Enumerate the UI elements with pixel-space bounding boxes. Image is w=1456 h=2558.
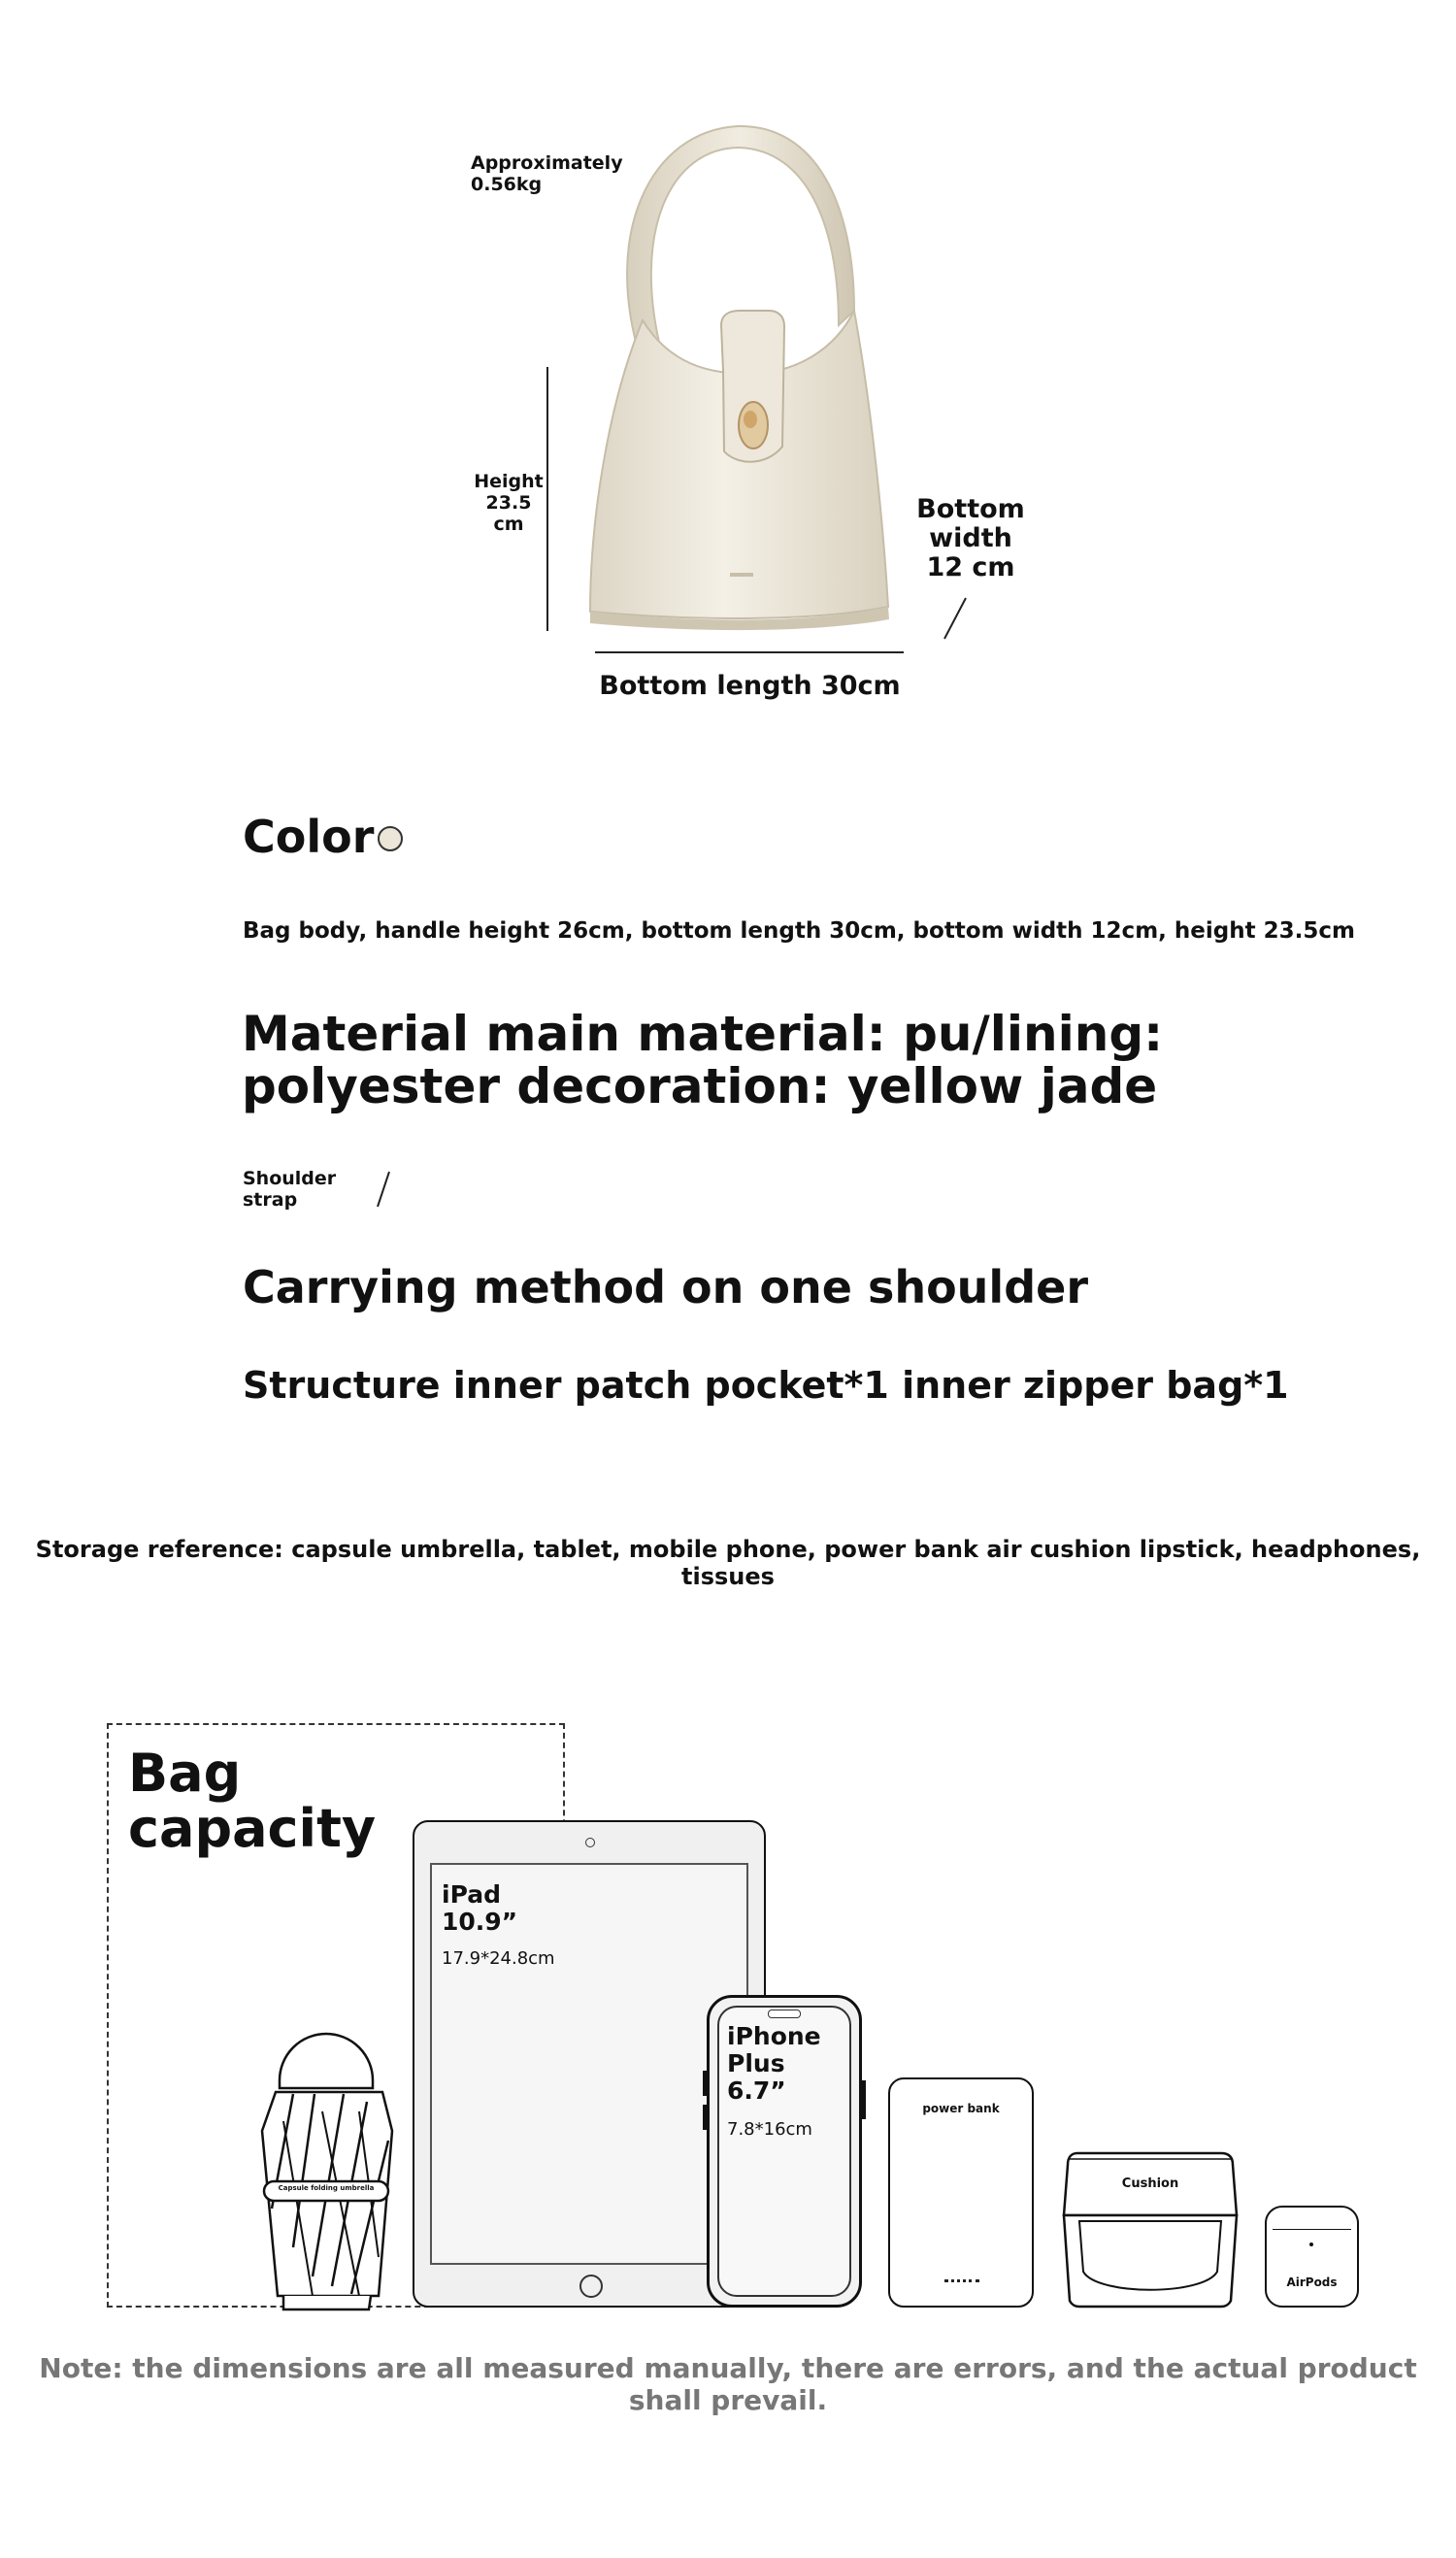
weight-label: Approximately 0.56kg [471, 152, 623, 195]
iphone-name-line-3: 6.7” [727, 2076, 786, 2105]
cushion-icon [1058, 2145, 1242, 2310]
measurement-note: Note: the dimensions are all measured manually, there are errors, and the actual product shall prevail. [39, 2352, 1417, 2416]
height-line [546, 367, 548, 631]
umbrella-label: Capsule folding umbrella [278, 2184, 375, 2192]
shoulder-strap-line [374, 1170, 393, 1209]
length-line [595, 651, 904, 653]
carrying-method: Carrying method on one shoulder [243, 1261, 1089, 1313]
airpods-label: AirPods [1286, 2276, 1338, 2289]
airpods-icon [1265, 2206, 1359, 2308]
color-title: Color [243, 811, 375, 863]
ipad-size: 17.9*24.8cm [442, 1948, 555, 1969]
material-line-2: polyester decoration: yellow jade [242, 1058, 1158, 1114]
iphone-name-line-1: iPhone [727, 2022, 821, 2050]
height-label: Height 23.5 cm [474, 471, 544, 535]
power-bank-label: power bank [922, 2102, 1000, 2115]
width-line [937, 594, 976, 643]
iphone-name-line-2: Plus [727, 2049, 785, 2077]
umbrella-icon [254, 2014, 400, 2315]
cushion-label: Cushion [1121, 2176, 1179, 2191]
ipad-name-line-1: iPad [442, 1880, 501, 1909]
material-line-1: Material main material: pu/lining: [242, 1006, 1164, 1062]
color-swatch-ivory [378, 826, 403, 851]
structure-text: Structure inner patch pocket*1 inner zipper bag*1 [243, 1364, 1289, 1407]
shoulder-strap-label: Shoulder strap [243, 1168, 337, 1211]
size-description: Bag body, handle height 26cm, bottom length 30cm, bottom width 12cm, height 23.5cm [243, 918, 1355, 944]
storage-reference: Storage reference: capsule umbrella, tablet, mobile phone, power bank air cushion lipstick, headphones, tissues [35, 1536, 1421, 1590]
bottom-length-label: Bottom length 30cm [599, 671, 901, 701]
capacity-title-line-2: capacity [128, 1798, 377, 1859]
capacity-title-line-1: Bag [128, 1743, 242, 1804]
ipad-name-line-2: 10.9” [442, 1908, 518, 1936]
bottom-width-label: Bottom width 12 cm [916, 494, 1025, 582]
iphone-size: 7.8*16cm [727, 2119, 812, 2140]
